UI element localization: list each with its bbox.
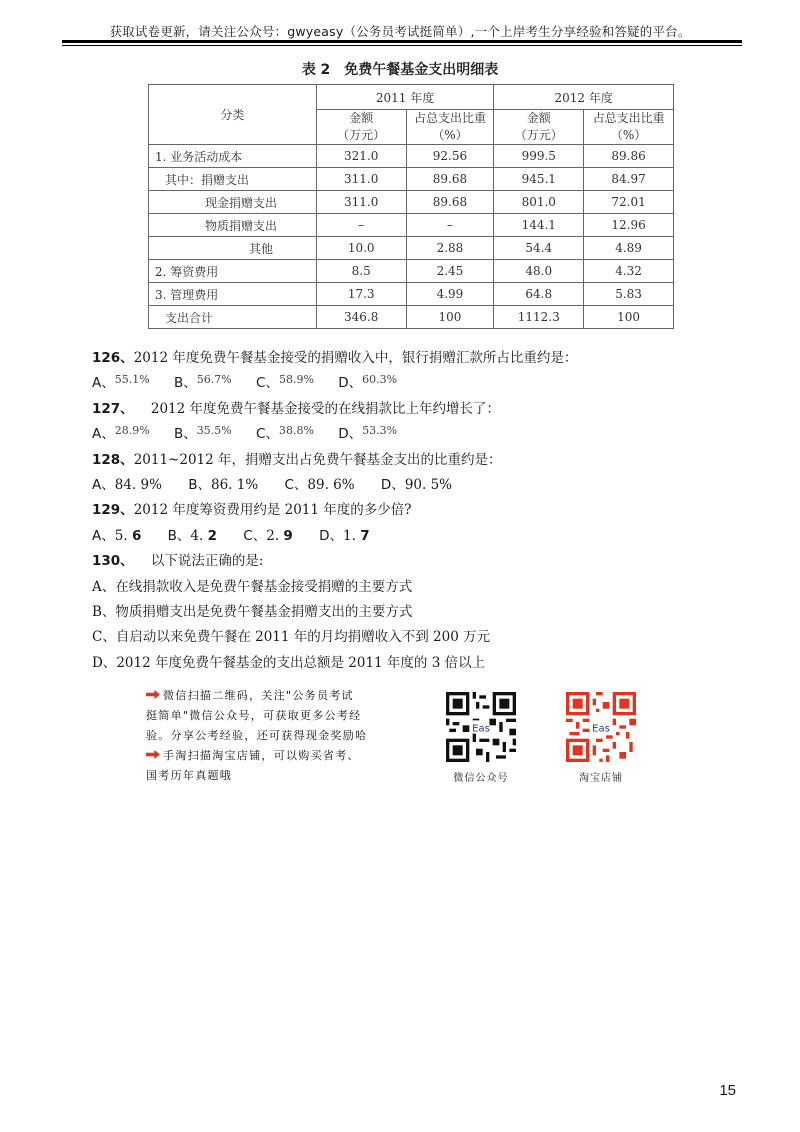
table-cell: 311.0: [316, 191, 406, 214]
option-a[interactable]: [92, 524, 141, 549]
option-label: A、: [92, 375, 115, 392]
row-label: 2. 筹资费用: [149, 260, 317, 283]
wechat-qr-label: 微信公众号: [453, 773, 509, 784]
taobao-qr-code-icon[interactable]: [566, 692, 636, 762]
table-cell: 48.0: [494, 260, 584, 283]
promo-line: [146, 746, 436, 766]
option-value: 5.: [114, 527, 128, 544]
promo-line: 验。分享公考经验，还可获得现金奖励哈: [146, 729, 368, 742]
option-b[interactable]: [168, 524, 217, 549]
taobao-qr-label: 淘宝店铺: [579, 773, 623, 784]
table-cell: 346.8: [316, 306, 406, 329]
option-label: C、: [284, 476, 308, 493]
option-value: 56.7%: [196, 373, 232, 387]
option-a[interactable]: [92, 473, 162, 498]
option-label: B、: [188, 476, 211, 493]
option-value: 60.3%: [362, 373, 398, 387]
table-cell: 89.86: [584, 145, 674, 168]
option-value: 89. 6%: [307, 476, 355, 493]
questions-section: [92, 346, 742, 676]
option-value: 1.: [343, 527, 356, 544]
table-cell: 89.68: [406, 168, 494, 191]
option-c[interactable]: [284, 473, 354, 498]
table-cell: 801.0: [494, 191, 584, 214]
row-label: 其他: [149, 237, 317, 260]
table-cell: 10.0: [316, 237, 406, 260]
page-header: 获取试卷更新，请关注公众号：gwyeasy（公务员考试挺简单）,一个上岸考生分享经验和答疑的平台。: [109, 24, 691, 39]
table-cell: 5.83: [584, 283, 674, 306]
promo-line-text: 微信扫描二维码，关注"公务员考试: [163, 689, 354, 702]
table-row: [149, 168, 674, 191]
option-c[interactable]: [243, 524, 293, 549]
promo-line-text: 手淘扫描淘宝店铺，可以购买省考、: [163, 749, 360, 762]
question-text: 2012 年度免费午餐基金接受的捐赠收入中，银行捐赠汇款所占比重约是：: [133, 350, 578, 366]
table-cell: 54.4: [494, 237, 584, 260]
amount-header: 金额 （万元）: [494, 110, 584, 145]
question-127-options: [92, 422, 742, 447]
table-cell: 321.0: [316, 145, 406, 168]
option-d[interactable]: [338, 422, 397, 447]
option-d[interactable]: [319, 524, 370, 549]
option-b[interactable]: [174, 422, 232, 447]
table-cell: 999.5: [494, 145, 584, 168]
row-label: 3. 管理费用: [149, 283, 317, 306]
option-value: 2.: [266, 527, 280, 544]
table-row: [149, 191, 674, 214]
option-label: A、: [92, 527, 115, 544]
option-label: A、: [92, 426, 115, 443]
red-arrow-icon: [146, 690, 160, 699]
statement-b[interactable]: B、物质捐赠支出是免费午餐基金捐赠支出的主要方式: [92, 603, 413, 620]
table-row: [149, 214, 674, 237]
table-cell: 89.68: [406, 191, 494, 214]
table-cell: 4.32: [584, 260, 674, 283]
table-cell: 144.1: [494, 214, 584, 237]
option-label: A、: [92, 476, 115, 493]
question-text: 以下说法正确的是:: [150, 553, 264, 570]
option-a[interactable]: [92, 371, 150, 396]
table-cell: 92.56: [406, 145, 494, 168]
option-label: B、: [167, 527, 191, 544]
expense-table: [148, 84, 674, 329]
option-value: 58.9%: [278, 373, 314, 387]
option-label: B、: [174, 426, 197, 443]
table-cell: 4.89: [584, 237, 674, 260]
question-126: [92, 346, 742, 371]
table-cell: 64.8: [494, 283, 584, 306]
question-129-options: [92, 524, 742, 549]
category-header: 分类: [149, 85, 317, 145]
option-label: C、: [256, 375, 279, 392]
question-text: 2012 年度免费午餐基金接受的在线捐款比上年约增长了：: [150, 400, 501, 417]
statement-c[interactable]: C、自启动以来免费午餐在 2011 年的月均捐赠收入不到 200 万元: [92, 629, 491, 646]
qr-badge-text: Eas: [592, 723, 610, 735]
table-caption: 表 2 免费午餐基金支出明细表: [301, 62, 499, 78]
option-value: 86. 1%: [211, 476, 259, 493]
option-value: 55.1%: [114, 373, 150, 387]
promo-line: 挺简单"微信公众号，可获取更多公考经: [146, 709, 362, 722]
option-value: 38.8%: [278, 424, 314, 438]
option-value: 28.9%: [114, 424, 150, 438]
statement-a[interactable]: A、在线捐款收入是免费午餐基金接受捐赠的主要方式: [92, 578, 413, 595]
red-arrow-icon: [146, 750, 160, 759]
question-127: [92, 397, 742, 422]
statement-d[interactable]: D、2012 年度免费午餐基金的支出总额是 2011 年度的 3 倍以上: [92, 654, 486, 671]
table-cell: 4.99: [406, 283, 494, 306]
table-cell: 72.01: [584, 191, 674, 214]
option-label: C、: [256, 426, 279, 443]
option-label: D、: [380, 476, 405, 493]
option-label: D、: [338, 375, 363, 392]
option-b[interactable]: [174, 371, 232, 396]
table-row: [149, 260, 674, 283]
table-cell: –: [406, 214, 494, 237]
option-label: B、: [174, 375, 197, 392]
header-rule-thick: [62, 40, 742, 43]
option-value: 35.5%: [196, 424, 232, 438]
table-cell: 2.88: [406, 237, 494, 260]
promo-text: [146, 686, 436, 786]
option-label: C、: [243, 527, 267, 544]
question-130: [92, 549, 742, 574]
question-text: 2012 年度筹资费用约是 2011 年度的多少倍?: [133, 502, 412, 519]
question-number: 129、: [92, 502, 134, 519]
row-label: 物质捐赠支出: [149, 214, 317, 237]
table-cell: 311.0: [316, 168, 406, 191]
question-number: 130、: [92, 553, 134, 570]
table-cell: 945.1: [494, 168, 584, 191]
option-value: 4.: [190, 527, 204, 544]
share-header: 占总支出比重 （%）: [406, 110, 494, 145]
question-126-options: [92, 371, 742, 396]
share-header: 占总支出比重 （%）: [584, 110, 674, 145]
row-label: 现金捐赠支出: [149, 191, 317, 214]
table-row: [149, 283, 674, 306]
option-digit: 2: [207, 527, 217, 544]
row-label: 1. 业务活动成本: [149, 145, 317, 168]
option-d[interactable]: [338, 371, 397, 396]
option-digit: 7: [360, 527, 370, 544]
option-a[interactable]: [92, 422, 150, 447]
option-label: D、: [338, 426, 363, 443]
question-number: 126、: [92, 350, 134, 366]
option-d[interactable]: [381, 473, 452, 498]
table-cell: 8.5: [316, 260, 406, 283]
question-number: 127、: [92, 400, 134, 417]
table-row: [149, 306, 674, 329]
option-value: 84. 9%: [114, 476, 162, 493]
option-digit: 9: [283, 527, 293, 544]
option-value: 90. 5%: [404, 476, 452, 493]
amount-header: 金额 （万元）: [316, 110, 406, 145]
option-label: D、: [319, 527, 344, 544]
table-cell: 17.3: [316, 283, 406, 306]
promo-line: 国考历年真题哦: [146, 769, 233, 782]
wechat-qr-code-icon[interactable]: [446, 692, 516, 762]
promo-line: [146, 686, 436, 706]
question-128: [92, 448, 742, 473]
table-cell: 12.96: [584, 214, 674, 237]
row-label: 其中：捐赠支出: [149, 168, 317, 191]
question-text: 2011~2012 年，捐赠支出占免费午餐基金支出的比重约是：: [133, 451, 502, 468]
year-2012-header: 2012 年度: [494, 85, 674, 110]
table-cell: –: [316, 214, 406, 237]
option-c[interactable]: [256, 371, 314, 396]
question-128-options: [92, 473, 742, 498]
option-c[interactable]: [256, 422, 314, 447]
question-number: 128、: [92, 451, 134, 468]
year-2011-header: 2011 年度: [316, 85, 494, 110]
table-row: [149, 237, 674, 260]
header-rule-thin: [62, 45, 742, 46]
option-value: 53.3%: [362, 424, 398, 438]
option-b[interactable]: [188, 473, 258, 498]
table-cell: 100: [406, 306, 494, 329]
table-row: [149, 145, 674, 168]
question-129: [92, 498, 742, 523]
table-cell: 2.45: [406, 260, 494, 283]
page-number: 15: [719, 1082, 736, 1099]
qr-badge-text: Eas: [472, 723, 490, 735]
table-cell: 100: [584, 306, 674, 329]
table-cell: 84.97: [584, 168, 674, 191]
row-label: 支出合计: [149, 306, 317, 329]
table-cell: 1112.3: [494, 306, 584, 329]
option-digit: 6: [131, 527, 142, 544]
